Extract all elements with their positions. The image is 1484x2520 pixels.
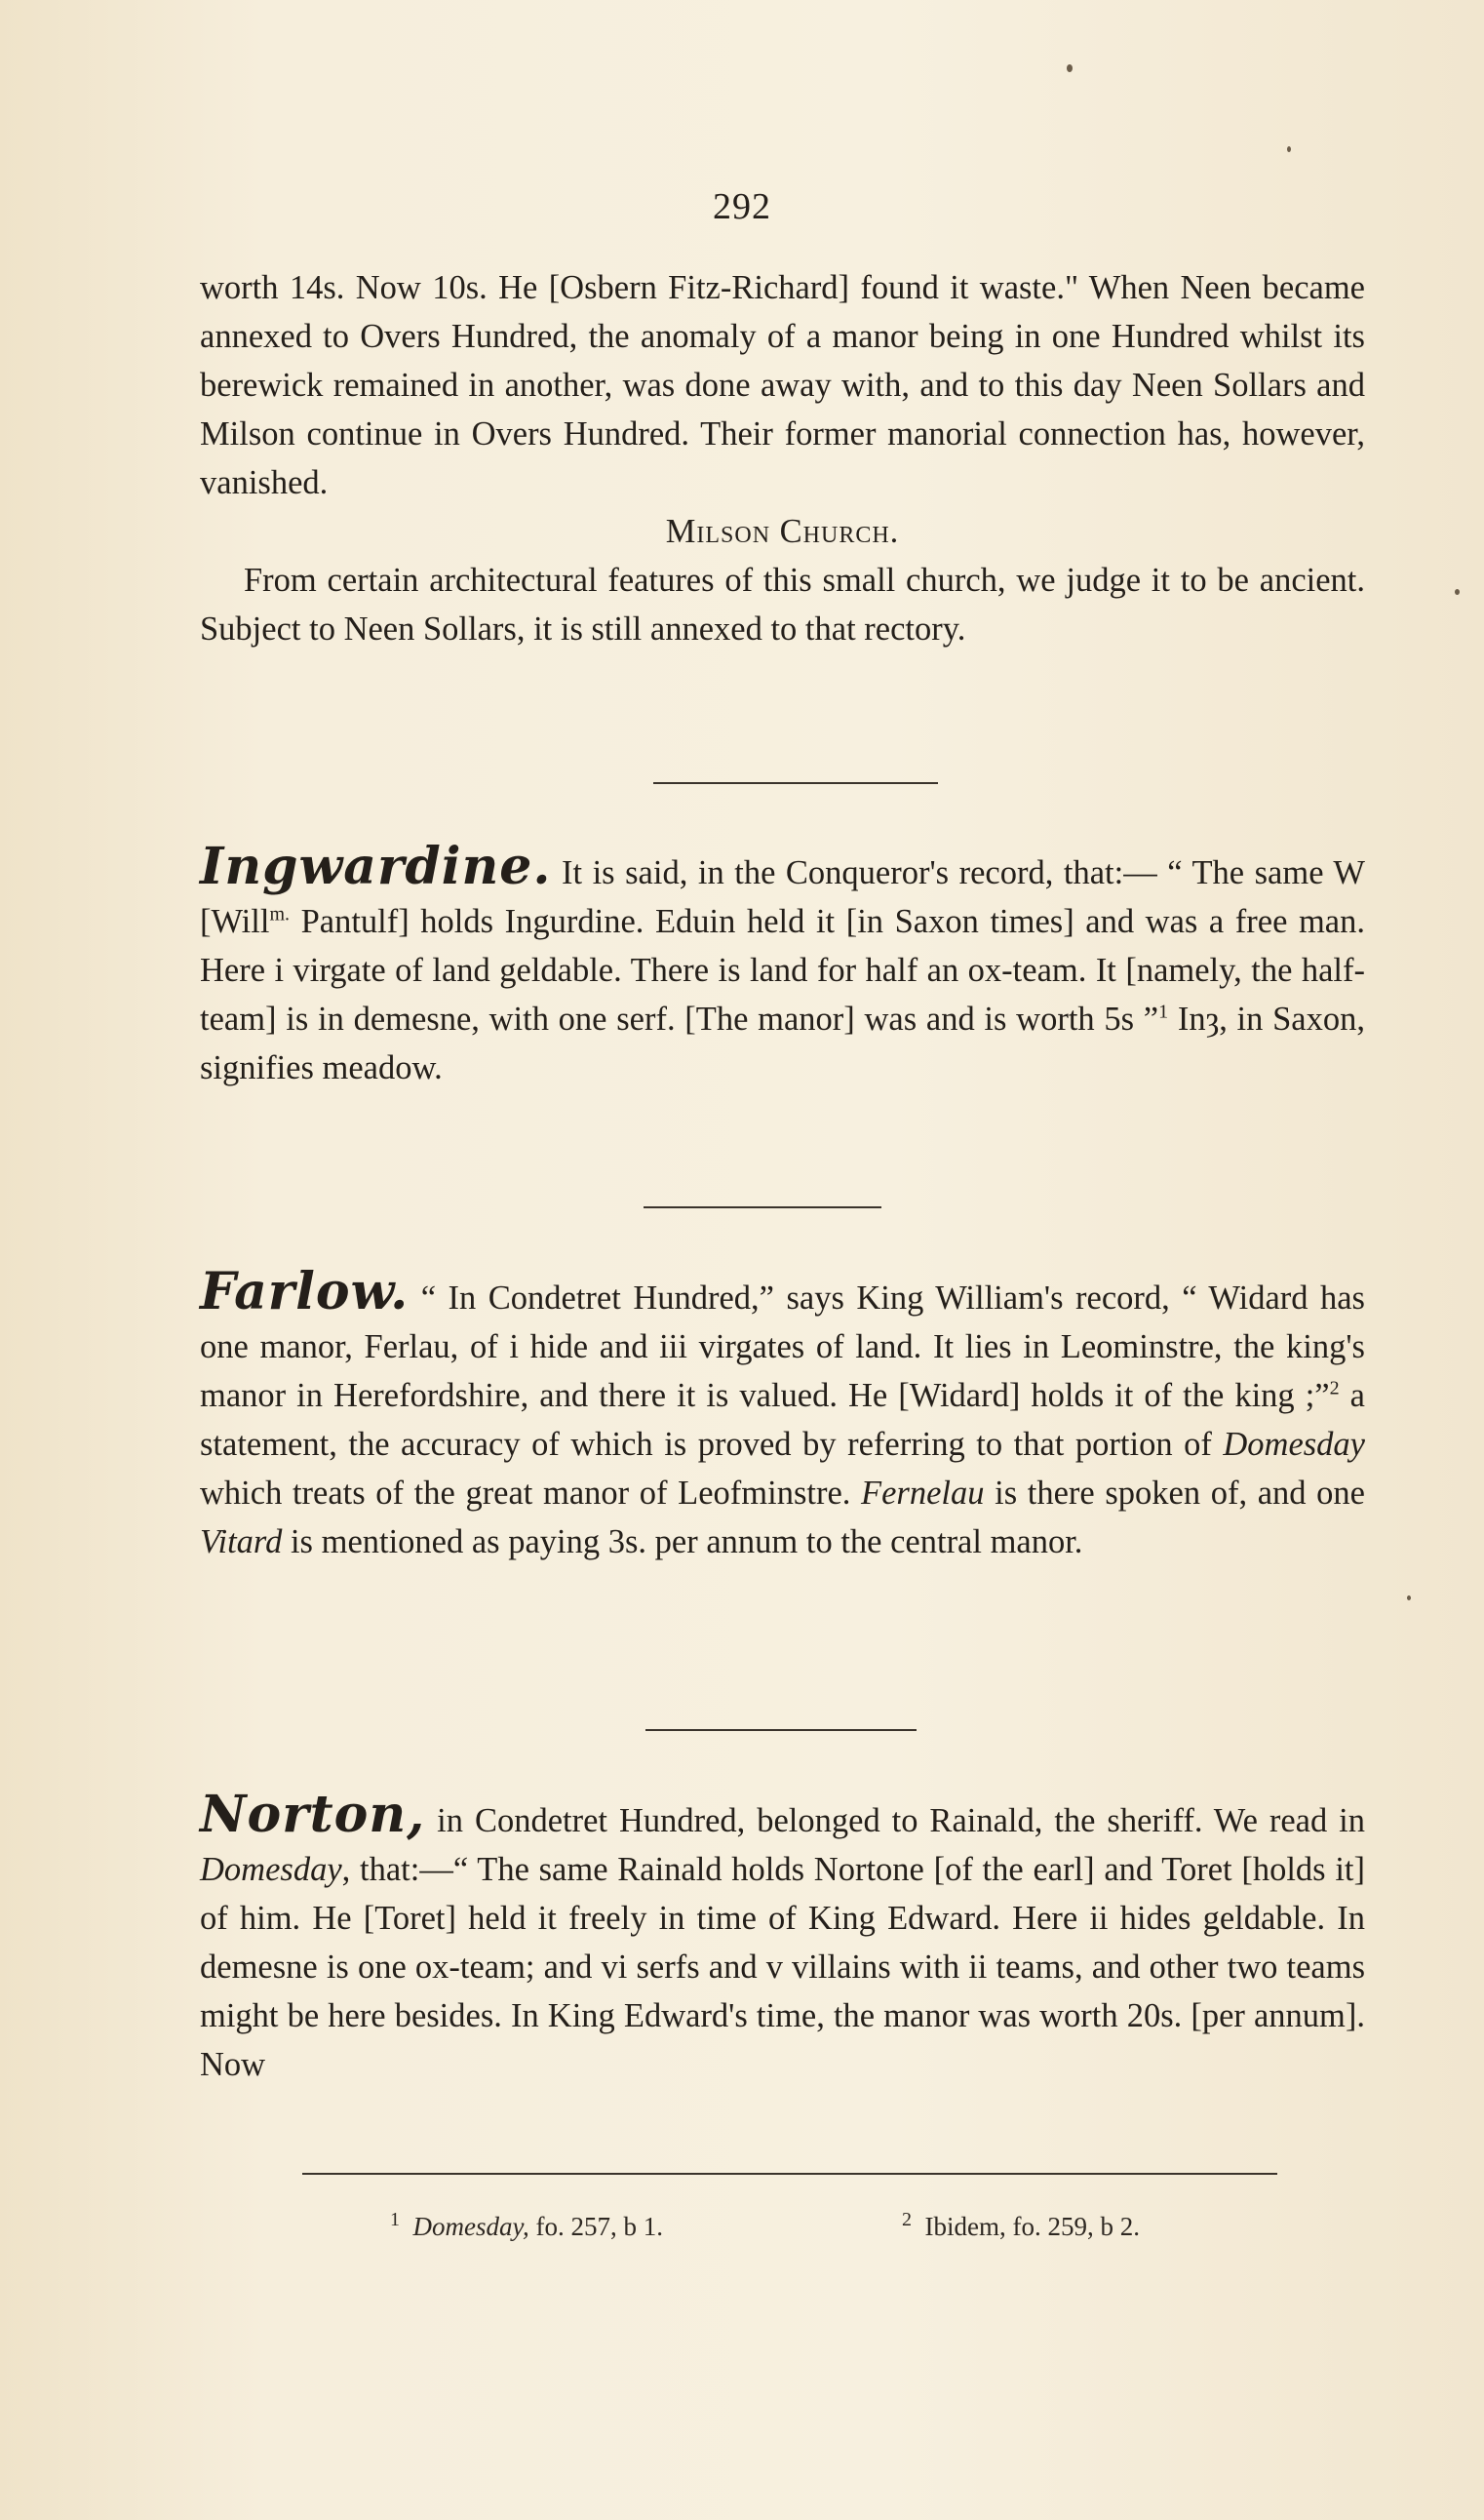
norton-text-a: in Condetret Hundred, belonged to Rainald, the sheriff. We read in [425, 1802, 1365, 1839]
blackletter-title-farlow: Farlow. [200, 1262, 410, 1321]
footnote-2 [902, 2209, 1140, 2242]
italic-domesday: Domesday [1223, 1426, 1365, 1463]
farlow-text-b: a statement, the accuracy of which is proved by referring to that portion of [200, 1377, 1365, 1463]
scan-speck [1455, 589, 1460, 595]
italic-fernelau: Fernelau [861, 1475, 985, 1512]
section-divider [645, 1729, 917, 1731]
italic-domesday: Domesday [200, 1851, 342, 1888]
superscript-m: m. [269, 903, 290, 925]
footnote-ref-1: 1 [1158, 1001, 1169, 1023]
scan-speck [1287, 146, 1291, 152]
footnote-ref-2: 2 [1329, 1377, 1340, 1399]
footnote-rule [302, 2173, 1277, 2175]
section-divider [653, 782, 938, 784]
footnote-1-number: 1 [390, 2209, 400, 2230]
paragraph-ingwardine [200, 837, 1365, 1092]
ingwardine-text-c: Inȝ, in Saxon, signifies meadow. [200, 1001, 1365, 1086]
section-milson [200, 263, 1365, 653]
footnote-1 [390, 2209, 663, 2242]
paragraph-neen: worth 14s. Now 10s. He [Osbern Fitz-Richard] found it waste." When Neen became annexed to Overs Hundred, the anomaly of a manor being in one Hundred whilst its berewick remained in another, was done away with, and to this day Neen Sollars and Milson continue in Overs Hundred. Their former manorial connection has, however, vanished. [200, 269, 1365, 501]
heading-milson-church: Milson Church. [665, 513, 900, 550]
blackletter-title-ingwardine: Ingwardine. [200, 837, 552, 896]
scan-speck [1067, 64, 1073, 72]
section-norton [200, 1785, 1365, 2089]
footnote-1-ref: fo. 257, b 1. [528, 2212, 663, 2241]
paragraph-farlow [200, 1262, 1365, 1566]
section-ingwardine [200, 837, 1365, 1092]
footnote-2-text: Ibidem, fo. 259, b 2. [918, 2212, 1140, 2241]
norton-text-b: , that:—“ The same Rainald holds Nortone [of the earl] and Toret [holds it] of him. He [Toret] held it freely in time of King Edward. Here ii hides geldable. In demesne is one ox-team; and vi serfs and v villains with ii teams, and other two teams might be here besides. In King Edward's time, the manor was worth 20s. [per annum]. Now [200, 1851, 1365, 2083]
farlow-text-a: “ In Condetret Hundred,” says King William's record, “ Widard has one manor, Ferlau, of i hide and iii virgates of land. It lies in Leominstre, the king's manor in Herefordshire, and there it is valued. He [Widard] holds it of the king ;” [200, 1280, 1365, 1414]
footnote-2-number: 2 [902, 2209, 912, 2230]
ingwardine-text-b: Pantulf] holds Ingurdine. Eduin held it [in Saxon times] and was a free man. Here i virgate of land geldable. There is land for half an ox-team. It [namely, the half-team] is in demesne, with one serf. [The manor] was and is worth 5s ” [200, 903, 1365, 1038]
section-farlow [200, 1262, 1365, 1566]
page-number: 292 [713, 186, 771, 227]
paragraph-milson-church: From certain architectural features of this small church, we judge it to be ancient. Subject to Neen Sollars, it is still annexed to that rectory. [200, 562, 1365, 648]
blackletter-title-norton: Norton, [200, 1785, 426, 1844]
scan-speck [1407, 1595, 1411, 1600]
ingwardine-text-a: It is said, in the Conqueror's record, that:— “ The same W [Will [200, 854, 1365, 940]
farlow-text-d: is there spoken of, and one [984, 1475, 1365, 1512]
paragraph-norton [200, 1785, 1365, 2089]
farlow-text-e: is mentioned as paying 3s. per annum to the central manor. [282, 1523, 1083, 1560]
section-divider [644, 1206, 881, 1208]
farlow-text-c: which treats of the great manor of Leofminstre. [200, 1475, 862, 1512]
italic-vitard: Vitard [200, 1523, 283, 1560]
footnote-1-source: Domesday, [412, 2212, 529, 2241]
